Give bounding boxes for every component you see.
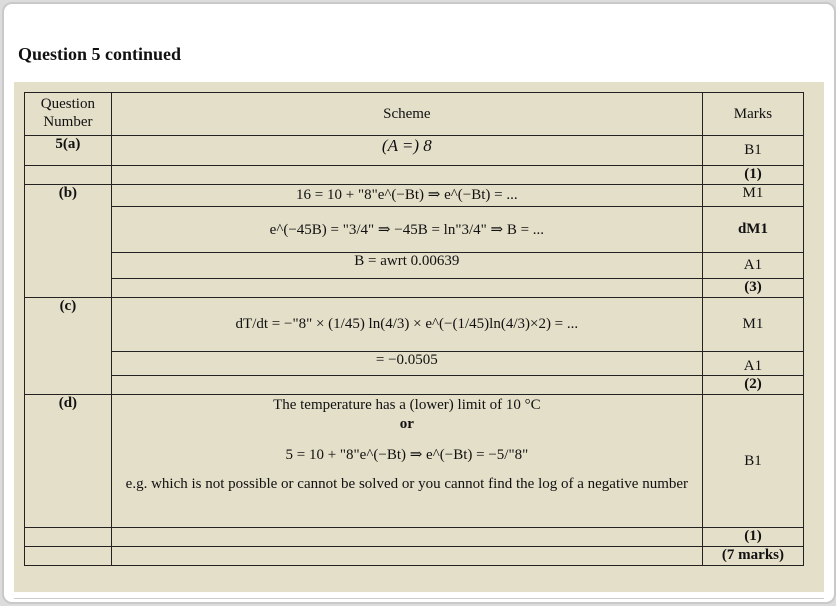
table-row xyxy=(25,253,804,279)
scheme-cell: (A =) 8 xyxy=(111,136,702,166)
scheme-line: The temperature has a (lower) limit of 10 °C xyxy=(273,397,541,413)
mark-total: (3) xyxy=(702,279,803,298)
mark-cell: A1 xyxy=(702,253,803,279)
question-total: (7 marks) xyxy=(702,547,803,566)
mark-cell: dM1 xyxy=(702,207,803,253)
table-row xyxy=(25,298,804,352)
scheme-cell: B = awrt 0.00639 xyxy=(111,253,702,279)
table-row xyxy=(25,528,804,547)
question-label: (d) xyxy=(25,395,112,528)
scheme-cell: 16 = 10 + "8"e^(−Bt) ⇒ e^(−Bt) = ... xyxy=(111,185,702,207)
mark-scheme-table xyxy=(24,92,804,566)
question-label: (c) xyxy=(25,298,112,395)
table-row xyxy=(25,376,804,395)
table-row xyxy=(25,207,804,253)
table-row xyxy=(25,136,804,166)
scheme-cell: dT/dt = −"8" × (1/45) ln(4/3) × e^(−(1/45)ln(4/3)×2) = ... xyxy=(111,298,702,352)
table-row xyxy=(25,279,804,298)
mark-total: (1) xyxy=(702,528,803,547)
table-row xyxy=(25,547,804,566)
table-row xyxy=(25,395,804,528)
question-label: (b) xyxy=(25,185,112,298)
table-row xyxy=(25,352,804,376)
scheme-line: e.g. which is not possible or cannot be solved or you cannot find the log of a negative number xyxy=(125,476,689,492)
scheme-cell-d xyxy=(111,395,702,528)
header-row xyxy=(25,93,804,136)
table-row xyxy=(25,185,804,207)
question-label: 5(a) xyxy=(25,136,112,166)
mark-cell: M1 xyxy=(702,185,803,207)
table-row xyxy=(25,166,804,185)
header-marks: Marks xyxy=(702,93,803,136)
scheme-cell: = −0.0505 xyxy=(111,352,702,376)
scheme-line: 5 = 10 + "8"e^(−Bt) ⇒ e^(−Bt) = −5/"8" xyxy=(285,447,529,463)
mark-cell: M1 xyxy=(702,298,803,352)
page-heading: Question 5 continued xyxy=(18,44,182,64)
mark-total: (1) xyxy=(702,166,803,185)
mark-total: (2) xyxy=(702,376,803,395)
header-question-number: Question Number xyxy=(25,93,112,136)
divider xyxy=(14,598,824,599)
header-scheme: Scheme xyxy=(111,93,702,136)
mark-cell: A1 xyxy=(702,352,803,376)
mark-scheme-panel xyxy=(14,82,824,592)
mark-cell: B1 xyxy=(702,395,803,528)
scheme-or: or xyxy=(399,416,414,432)
scheme-cell: e^(−45B) = "3/4" ⇒ −45B = ln"3/4" ⇒ B = ... xyxy=(111,207,702,253)
mark-cell: B1 xyxy=(702,136,803,166)
